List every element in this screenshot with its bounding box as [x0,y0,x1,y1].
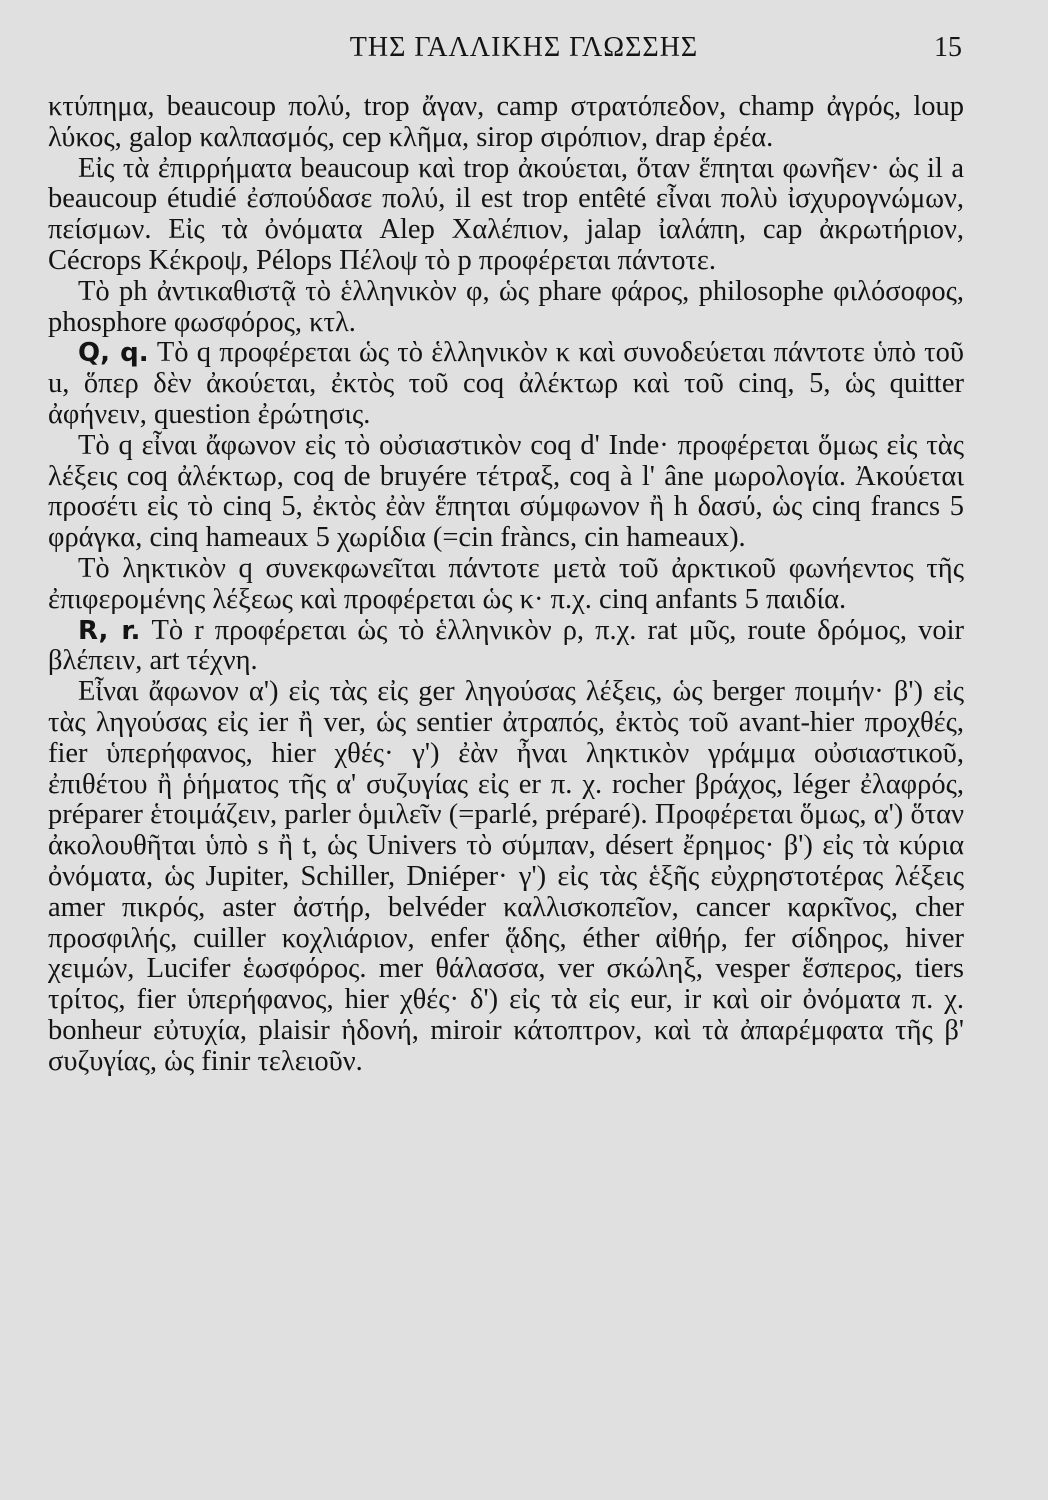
paragraph [48,554,964,616]
running-title: ΤΗΣ ΓΑΛΛΙΚΗΣ ΓΛΩΣΣΗΣ [349,32,699,63]
paragraph [48,677,964,1077]
paragraph-text: Τὸ r προφέρεται ὡς τὸ ἑλληνικὸν ρ, π.χ. rat μῦς, route δρόμος, voir βλέπειν, art τέχνη. [48,614,964,677]
paragraph-text: κτύπημα, beaucoup πολύ, trop ἄγαν, camp στρατόπεδον, champ ἀγρός, loup λύκος, galop καλπασμός, cep κλῆμα, sirop σιρόπιον, drap ἐρέα. [48,91,964,153]
paragraph [48,616,964,678]
paragraph [48,338,964,430]
page-header [0,32,1048,72]
paragraph [48,92,964,154]
paragraph-text: Τὸ q εἶναι ἄφωνον εἰς τὸ οὐσιαστικὸν coq d' Inde· προφέρεται ὅμως εἰς τὰς λέξεις coq ἀλέκτωρ, coq de bruyére τέτραξ, coq à l' âne μωρολογία. Ἀκούεται προσέτι εἰς τὸ cinq 5, ἐκτὸς ἐὰν ἕπηται σύμφωνον ἢ h δασύ, ὡς cinq francs 5 φράγκα, cinq hameaux 5 χωρίδια (=cin fràncs, cin hameaux). [48,429,964,554]
page-body [48,92,964,1078]
page-number: 15 [934,32,962,63]
paragraph-text: Τὸ q προφέρεται ὡς τὸ ἑλληνικὸν κ καὶ συνοδεύεται πάντοτε ὑπὸ τοῦ u, ὅπερ δὲν ἀκούεται, ἐκτὸς τοῦ coq ἀλέκτωρ καὶ τοῦ cinq, 5, ὡς quitter ἀφήνειν, question ἐρώτησις. [48,337,965,430]
paragraph-text: Εἶναι ἄφωνον α') εἰς τὰς εἰς ger ληγούσας λέξεις, ὡς berger ποιμήν· β') εἰς τὰς ληγούσας εἰς ier ἢ ver, ὡς sentier ἀτραπός, ἐκτὸς τοῦ avant-hier προχθές, fier ὑπερήφανος, hier χθές· γ') ἐὰν ἦναι ληκτικὸν γράμμα οὐσιαστικοῦ, ἐπιθέτου ἢ ῥήματος τῆς α' συζυγίας εἰς er π. χ. rocher βράχος, léger ἐλαφρός, préparer ἑτοιμάζειν, parler ὁμιλεῖν (=parlé, préparé). Προφέρεται ὅμως, α') ὅταν ἀκολουθῆται ὑπὸ s ἢ t, ὡς Univers τὸ σύμπαν, désert ἔρημος· β') εἰς τὰ κύρια ὀνόματα, ὡς Jupiter, Schiller, Dniéper· γ') εἰς τὰς ἑξῆς εὐχρηστοτέρας λέξεις amer πικρός, aster ἀστήρ, belvéder καλλισκοπεῖον, cancer καρκῖνος, cher προσφιλής, cuiller κοχλιάριον, enfer ᾅδης, éther αἰθήρ, fer σίδηρος, hiver χειμών, Lucifer ἑωσφόρος. mer θάλασσα, ver σκώληξ, vesper ἕσπερος, tiers τρίτος, fier ὑπερήφανος, hier χθές· δ') εἰς τὰ εἰς eur, ir καὶ oir ὀνόματα π. χ. bonheur εὐτυχία, plaisir ἡδονή, miroir κάτοπτρον, καὶ τὰ ἀπαρέμφατα τῆς β' συζυγίας, ὡς finir τελειοῦν. [48,676,964,1077]
paragraph-text: Τὸ ph ἀντικαθιστᾷ τὸ ἑλληνικὸν φ, ὡς phare φάρος, philosophe φιλόσοφος, phosphore φωσφόρος, κτλ. [48,275,964,338]
paragraph [48,154,964,277]
paragraph-text: Εἰς τὰ ἐπιρρήματα beaucoup καὶ trop ἀκούεται, ὅταν ἕπηται φωνῆεν· ὡς il a beaucoup étudié ἐσπούδασε πολύ, il est trop entêté εἶναι πολὺ ἰσχυρογνώμων, πείσμων. Εἰς τὰ ὀνόματα Alep Χαλέπιον, jalap ἰαλάπη, cap ἀκρωτήριον, Cécrops Κέκροψ, Pélops Πέλοψ τὸ p προφέρεται πάντοτε. [48,152,964,276]
letter-heading-r: R, r. [78,615,141,646]
paragraph-text: Τὸ ληκτικὸν q συνεκφωνεῖται πάντοτε μετὰ τοῦ ἀρκτικοῦ φωνήεντος τῆς ἐπιφερομένης λέξεως καὶ προφέρεται ὡς κ· π.χ. cinq anfants 5 παιδία. [48,552,964,615]
paragraph [48,277,964,339]
letter-heading-q: Q, q. [78,338,149,369]
paragraph [48,431,964,554]
